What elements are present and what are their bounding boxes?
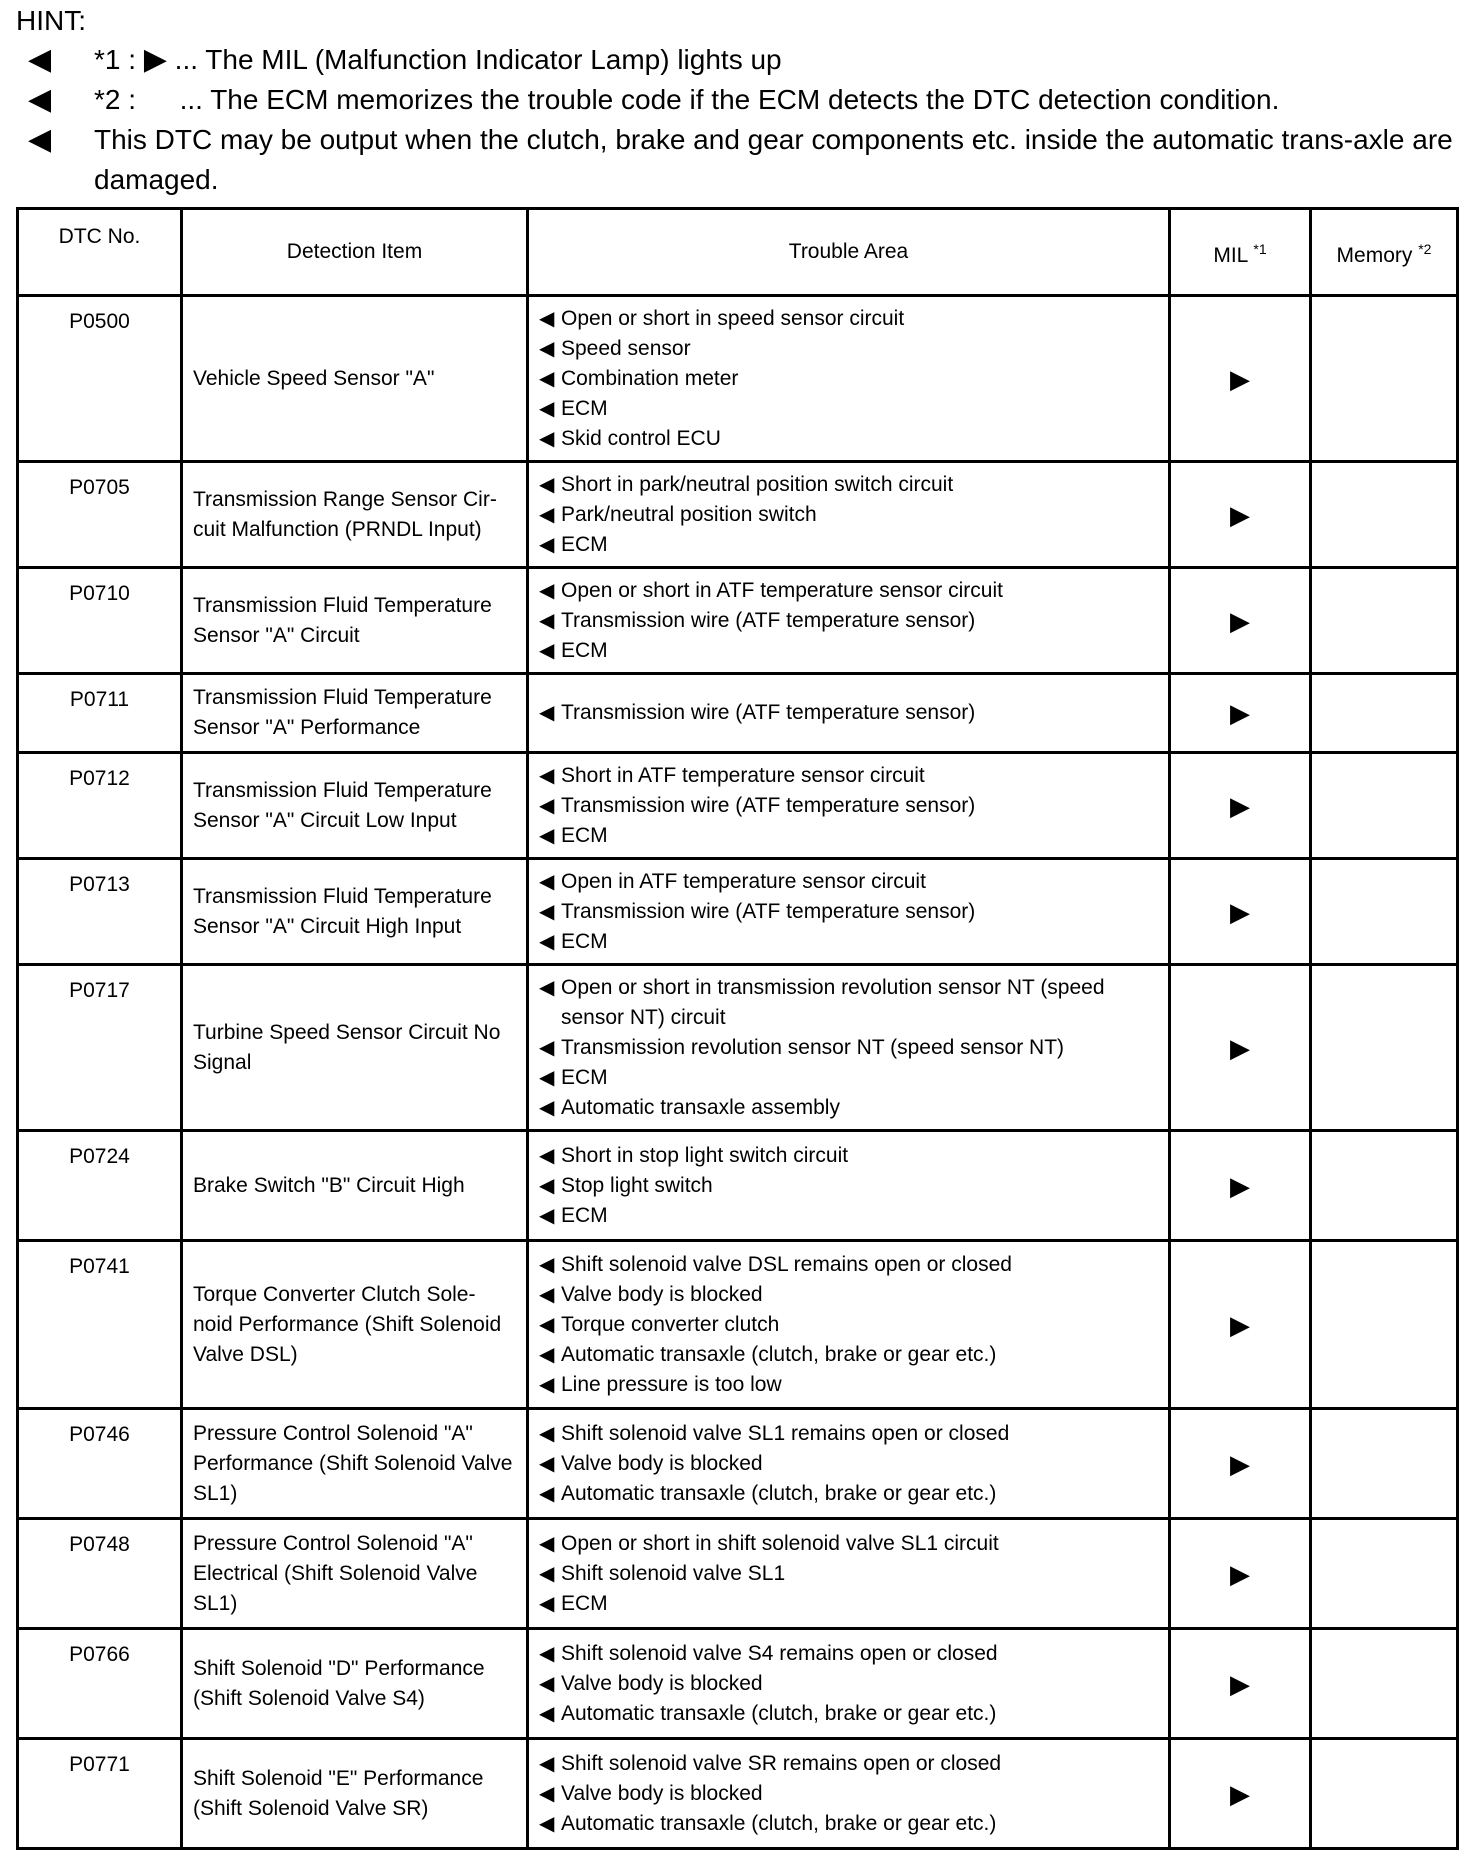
trouble-item-text: Open or short in ATF temperature sensor circuit bbox=[561, 578, 1003, 602]
left-triangle-icon: ◀ bbox=[539, 1702, 555, 1725]
table-row bbox=[18, 1519, 1458, 1629]
dtc-code: P0713 bbox=[18, 859, 182, 965]
mil-indicator-icon: ▶ bbox=[1170, 965, 1311, 1131]
left-triangle-icon: ◀ bbox=[539, 1452, 555, 1475]
detection-item: Transmission Range Sensor Cir-cuit Malfunction (PRNDL Input) bbox=[182, 462, 528, 568]
trouble-item bbox=[539, 424, 1158, 454]
table-row bbox=[18, 1629, 1458, 1739]
trouble-item-text: Open in ATF temperature sensor circuit bbox=[561, 869, 926, 893]
left-triangle-icon: ◀ bbox=[539, 794, 555, 817]
hint-line bbox=[16, 40, 1456, 80]
left-triangle-icon: ◀ bbox=[539, 900, 555, 923]
trouble-item bbox=[539, 698, 1158, 728]
trouble-item-text: Automatic transaxle (clutch, brake or gear etc.) bbox=[561, 1481, 997, 1505]
left-triangle-icon: ◀ bbox=[539, 1482, 555, 1505]
left-triangle-icon: ◀ bbox=[539, 1532, 555, 1555]
trouble-item-text: Valve body is blocked bbox=[561, 1282, 763, 1306]
left-triangle-icon: ◀ bbox=[539, 1592, 555, 1615]
dtc-code: P0711 bbox=[18, 674, 182, 753]
trouble-item bbox=[539, 530, 1158, 560]
dtc-code: P0748 bbox=[18, 1519, 182, 1629]
left-triangle-icon: ◀ bbox=[539, 533, 555, 556]
table-row bbox=[18, 1739, 1458, 1849]
trouble-item bbox=[539, 304, 1158, 334]
left-triangle-icon: ◀ bbox=[539, 1562, 555, 1585]
mil-indicator-icon: ▶ bbox=[1170, 568, 1311, 674]
left-triangle-icon: ◀ bbox=[539, 1752, 555, 1775]
left-triangle-icon: ◀ bbox=[539, 764, 555, 787]
memory-cell bbox=[1311, 1519, 1458, 1629]
left-triangle-icon: ◀ bbox=[539, 1283, 555, 1306]
dtc-table bbox=[16, 207, 1459, 1850]
trouble-item-text: Stop light switch bbox=[561, 1173, 713, 1197]
trouble-item-text: ECM bbox=[561, 396, 608, 420]
left-triangle-icon: ◀ bbox=[539, 307, 555, 330]
mil-indicator-icon: ▶ bbox=[1170, 674, 1311, 753]
trouble-item bbox=[539, 576, 1158, 606]
left-triangle-icon: ◀ bbox=[539, 1343, 555, 1366]
dtc-code: P0771 bbox=[18, 1739, 182, 1849]
trouble-item-text: ECM bbox=[561, 532, 608, 556]
trouble-item bbox=[539, 636, 1158, 666]
left-triangle-icon: ◀ bbox=[539, 1253, 555, 1276]
left-triangle-icon: ◀ bbox=[539, 1422, 555, 1445]
trouble-item-text: Automatic transaxle assembly bbox=[561, 1095, 840, 1119]
trouble-area bbox=[528, 568, 1170, 674]
trouble-area bbox=[528, 1131, 1170, 1241]
table-row bbox=[18, 859, 1458, 965]
mil-indicator-icon: ▶ bbox=[1170, 296, 1311, 462]
trouble-item bbox=[539, 1449, 1158, 1479]
trouble-area bbox=[528, 1241, 1170, 1409]
mil-indicator-icon: ▶ bbox=[1170, 462, 1311, 568]
trouble-item bbox=[539, 791, 1158, 821]
left-triangle-icon: ◀ bbox=[539, 1096, 555, 1119]
trouble-item bbox=[539, 1141, 1158, 1171]
dtc-code: P0710 bbox=[18, 568, 182, 674]
trouble-item bbox=[539, 1559, 1158, 1589]
memory-cell bbox=[1311, 568, 1458, 674]
trouble-item-text: Speed sensor bbox=[561, 336, 691, 360]
trouble-item bbox=[539, 1589, 1158, 1619]
header-memory: Memory $^{*2}$ bbox=[1311, 209, 1458, 296]
memory-cell bbox=[1311, 296, 1458, 462]
trouble-item-text: Torque converter clutch bbox=[561, 1312, 780, 1336]
trouble-item-text: Shift solenoid valve SL1 bbox=[561, 1561, 786, 1585]
trouble-item bbox=[539, 500, 1158, 530]
trouble-item bbox=[539, 1479, 1158, 1509]
trouble-item bbox=[539, 973, 1158, 1033]
trouble-item bbox=[539, 1280, 1158, 1310]
trouble-item bbox=[539, 867, 1158, 897]
trouble-area bbox=[528, 462, 1170, 568]
left-triangle-icon: ◀ bbox=[539, 976, 555, 999]
header-trouble-area: Trouble Area bbox=[528, 209, 1170, 296]
left-triangle-icon: ◀ bbox=[539, 579, 555, 602]
mil-indicator-icon: ▶ bbox=[1170, 1629, 1311, 1739]
trouble-item bbox=[539, 1250, 1158, 1280]
table-row bbox=[18, 1131, 1458, 1241]
trouble-item bbox=[539, 1093, 1158, 1123]
detection-item: Brake Switch "B" Circuit High bbox=[182, 1131, 528, 1241]
dtc-code: P0712 bbox=[18, 753, 182, 859]
left-triangle-icon: ◀ bbox=[539, 1313, 555, 1336]
trouble-item bbox=[539, 821, 1158, 851]
table-body bbox=[18, 296, 1458, 1849]
trouble-item-text: Shift solenoid valve DSL remains open or closed bbox=[561, 1252, 1012, 1276]
trouble-item bbox=[539, 1063, 1158, 1093]
trouble-item bbox=[539, 1779, 1158, 1809]
hint-text: This DTC may be output when the clutch, brake and gear components etc. inside the automatic trans-axle are damaged. bbox=[94, 124, 1453, 195]
hint-line bbox=[16, 120, 1456, 200]
left-triangle-icon: ◀ bbox=[539, 1672, 555, 1695]
trouble-item bbox=[539, 1809, 1158, 1839]
trouble-item-text: Valve body is blocked bbox=[561, 1671, 763, 1695]
mil-indicator-icon: ▶ bbox=[1170, 753, 1311, 859]
trouble-item-text: Transmission wire (ATF temperature sensor) bbox=[561, 793, 976, 817]
trouble-item bbox=[539, 1749, 1158, 1779]
mil-indicator-icon: ▶ bbox=[1170, 1131, 1311, 1241]
mil-indicator-icon: ▶ bbox=[1170, 1739, 1311, 1849]
trouble-area bbox=[528, 674, 1170, 753]
trouble-item-text: Transmission wire (ATF temperature sensor) bbox=[561, 608, 976, 632]
left-triangle-icon: ◀ bbox=[539, 930, 555, 953]
trouble-item-text: Short in stop light switch circuit bbox=[561, 1143, 849, 1167]
hint-text: ... The ECM memorizes the trouble code if the ECM detects the DTC detection condition. bbox=[179, 84, 1280, 115]
trouble-area bbox=[528, 965, 1170, 1131]
trouble-area bbox=[528, 1739, 1170, 1849]
trouble-item bbox=[539, 1201, 1158, 1231]
detection-item: Torque Converter Clutch Sole-noid Performance (Shift Solenoid Valve DSL) bbox=[182, 1241, 528, 1409]
left-triangle-icon: ◀ bbox=[28, 83, 52, 116]
left-triangle-icon: ◀ bbox=[539, 702, 555, 724]
left-triangle-icon: ◀ bbox=[539, 427, 555, 450]
left-triangle-icon: ◀ bbox=[539, 1204, 555, 1227]
trouble-item-text: Valve body is blocked bbox=[561, 1781, 763, 1805]
trouble-item-text: Transmission revolution sensor NT (speed sensor NT) bbox=[561, 1035, 1065, 1059]
trouble-item bbox=[539, 364, 1158, 394]
table-row bbox=[18, 965, 1458, 1131]
left-triangle-icon: ◀ bbox=[539, 1174, 555, 1197]
table-row bbox=[18, 1409, 1458, 1519]
left-triangle-icon: ◀ bbox=[28, 123, 52, 156]
trouble-area bbox=[528, 753, 1170, 859]
table-header-row bbox=[18, 209, 1458, 296]
table-row bbox=[18, 753, 1458, 859]
hint-reference: *1 : bbox=[94, 44, 137, 75]
trouble-item bbox=[539, 897, 1158, 927]
trouble-item bbox=[539, 1419, 1158, 1449]
left-triangle-icon: ◀ bbox=[28, 43, 52, 76]
detection-item: Pressure Control Solenoid "A" Electrical (Shift Solenoid Valve SL1) bbox=[182, 1519, 528, 1629]
trouble-item bbox=[539, 1310, 1158, 1340]
trouble-area bbox=[528, 1519, 1170, 1629]
trouble-area bbox=[528, 1409, 1170, 1519]
memory-cell bbox=[1311, 1241, 1458, 1409]
detection-item: Transmission Fluid Temperature Sensor "A" Circuit bbox=[182, 568, 528, 674]
trouble-item-text: Shift solenoid valve SR remains open or closed bbox=[561, 1751, 1002, 1775]
memory-cell bbox=[1311, 1409, 1458, 1519]
memory-cell bbox=[1311, 1629, 1458, 1739]
dtc-code: P0724 bbox=[18, 1131, 182, 1241]
trouble-item-text: Transmission wire (ATF temperature sensor) bbox=[561, 899, 976, 923]
trouble-item bbox=[539, 1171, 1158, 1201]
table-row bbox=[18, 462, 1458, 568]
hint-section bbox=[16, 4, 1456, 200]
trouble-item bbox=[539, 1370, 1158, 1400]
left-triangle-icon: ◀ bbox=[539, 1812, 555, 1835]
trouble-item bbox=[539, 927, 1158, 957]
trouble-item bbox=[539, 394, 1158, 424]
trouble-item-text: ECM bbox=[561, 823, 608, 847]
trouble-area bbox=[528, 1629, 1170, 1739]
left-triangle-icon: ◀ bbox=[539, 337, 555, 360]
left-triangle-icon: ◀ bbox=[539, 1144, 555, 1167]
left-triangle-icon: ◀ bbox=[539, 1066, 555, 1089]
trouble-item-text: Automatic transaxle (clutch, brake or gear etc.) bbox=[561, 1811, 997, 1835]
memory-cell bbox=[1311, 1739, 1458, 1849]
trouble-item-text: Valve body is blocked bbox=[561, 1451, 763, 1475]
dtc-code: P0741 bbox=[18, 1241, 182, 1409]
left-triangle-icon: ◀ bbox=[539, 639, 555, 662]
left-triangle-icon: ◀ bbox=[539, 473, 555, 496]
header-detection-item: Detection Item bbox=[182, 209, 528, 296]
left-triangle-icon: ◀ bbox=[539, 503, 555, 526]
trouble-area bbox=[528, 296, 1170, 462]
trouble-item-text: Open or short in speed sensor circuit bbox=[561, 306, 905, 330]
header-dtc-no: DTC No. bbox=[18, 209, 182, 296]
memory-cell bbox=[1311, 965, 1458, 1131]
left-triangle-icon: ◀ bbox=[539, 824, 555, 847]
table-row bbox=[18, 568, 1458, 674]
trouble-item-text: ECM bbox=[561, 1591, 608, 1615]
left-triangle-icon: ◀ bbox=[539, 609, 555, 632]
trouble-item-text: Combination meter bbox=[561, 366, 739, 390]
mil-indicator-icon: ▶ bbox=[1170, 1241, 1311, 1409]
trouble-item-text: Line pressure is too low bbox=[561, 1372, 782, 1396]
header-mil: MIL $^{*1}$ bbox=[1170, 209, 1311, 296]
trouble-item-text: ECM bbox=[561, 1065, 608, 1089]
trouble-item bbox=[539, 761, 1158, 791]
detection-item: Shift Solenoid "E" Performance (Shift Solenoid Valve SR) bbox=[182, 1739, 528, 1849]
trouble-area bbox=[528, 859, 1170, 965]
hint-title: HINT: bbox=[16, 5, 86, 36]
trouble-item-text: Shift solenoid valve SL1 remains open or closed bbox=[561, 1421, 1010, 1445]
memory-cell bbox=[1311, 462, 1458, 568]
table-row bbox=[18, 296, 1458, 462]
trouble-item bbox=[539, 1033, 1158, 1063]
mil-indicator-icon: ▶ bbox=[1170, 1409, 1311, 1519]
trouble-item bbox=[539, 1699, 1158, 1729]
dtc-code: P0705 bbox=[18, 462, 182, 568]
trouble-item bbox=[539, 470, 1158, 500]
left-triangle-icon: ◀ bbox=[539, 1642, 555, 1665]
left-triangle-icon: ◀ bbox=[539, 1036, 555, 1059]
table-row bbox=[18, 674, 1458, 753]
detection-item: Transmission Fluid Temperature Sensor "A" Circuit High Input bbox=[182, 859, 528, 965]
detection-item: Shift Solenoid "D" Performance (Shift Solenoid Valve S4) bbox=[182, 1629, 528, 1739]
trouble-item-text: Automatic transaxle (clutch, brake or gear etc.) bbox=[561, 1701, 997, 1725]
hint-reference: *2 : bbox=[94, 84, 137, 115]
hint-text: ... The MIL (Malfunction Indicator Lamp) lights up bbox=[174, 44, 782, 75]
right-triangle-icon: ▶ bbox=[143, 43, 167, 76]
trouble-item-text: Open or short in shift solenoid valve SL1 circuit bbox=[561, 1531, 999, 1555]
trouble-item-text: Shift solenoid valve S4 remains open or closed bbox=[561, 1641, 998, 1665]
left-triangle-icon: ◀ bbox=[539, 1782, 555, 1805]
mil-indicator-icon: ▶ bbox=[1170, 859, 1311, 965]
left-triangle-icon: ◀ bbox=[539, 1373, 555, 1396]
trouble-item bbox=[539, 1669, 1158, 1699]
detection-item: Transmission Fluid Temperature Sensor "A" Circuit Low Input bbox=[182, 753, 528, 859]
trouble-item-text: Skid control ECU bbox=[561, 426, 721, 450]
left-triangle-icon: ◀ bbox=[539, 397, 555, 420]
table-row bbox=[18, 1241, 1458, 1409]
detection-item: Transmission Fluid Temperature Sensor "A" Performance bbox=[182, 674, 528, 753]
dtc-code: P0766 bbox=[18, 1629, 182, 1739]
memory-cell bbox=[1311, 753, 1458, 859]
detection-item: Pressure Control Solenoid "A" Performance (Shift Solenoid Valve SL1) bbox=[182, 1409, 528, 1519]
trouble-item bbox=[539, 1639, 1158, 1669]
dtc-code: P0746 bbox=[18, 1409, 182, 1519]
memory-cell bbox=[1311, 1131, 1458, 1241]
trouble-item-text: ECM bbox=[561, 1203, 608, 1227]
trouble-item-text: Transmission wire (ATF temperature sensor) bbox=[561, 701, 976, 724]
left-triangle-icon: ◀ bbox=[539, 870, 555, 893]
memory-cell bbox=[1311, 859, 1458, 965]
trouble-item-text: Automatic transaxle (clutch, brake or gear etc.) bbox=[561, 1342, 997, 1366]
trouble-item-text: Park/neutral position switch bbox=[561, 502, 817, 526]
trouble-item-text: Short in ATF temperature sensor circuit bbox=[561, 763, 925, 787]
trouble-item-text: Short in park/neutral position switch circuit bbox=[561, 472, 954, 496]
left-triangle-icon: ◀ bbox=[539, 367, 555, 390]
trouble-item bbox=[539, 606, 1158, 636]
dtc-code: P0717 bbox=[18, 965, 182, 1131]
hint-line bbox=[16, 80, 1456, 120]
trouble-item bbox=[539, 1340, 1158, 1370]
dtc-code: P0500 bbox=[18, 296, 182, 462]
memory-cell bbox=[1311, 674, 1458, 753]
detection-item: Vehicle Speed Sensor "A" bbox=[182, 296, 528, 462]
mil-indicator-icon: ▶ bbox=[1170, 1519, 1311, 1629]
trouble-item-text: ECM bbox=[561, 929, 608, 953]
trouble-item-text: ECM bbox=[561, 638, 608, 662]
detection-item: Turbine Speed Sensor Circuit No Signal bbox=[182, 965, 528, 1131]
trouble-item bbox=[539, 334, 1158, 364]
trouble-item bbox=[539, 1529, 1158, 1559]
trouble-item-text: Open or short in transmission revolution sensor NT (speed sensor NT) circuit bbox=[561, 975, 1105, 1029]
